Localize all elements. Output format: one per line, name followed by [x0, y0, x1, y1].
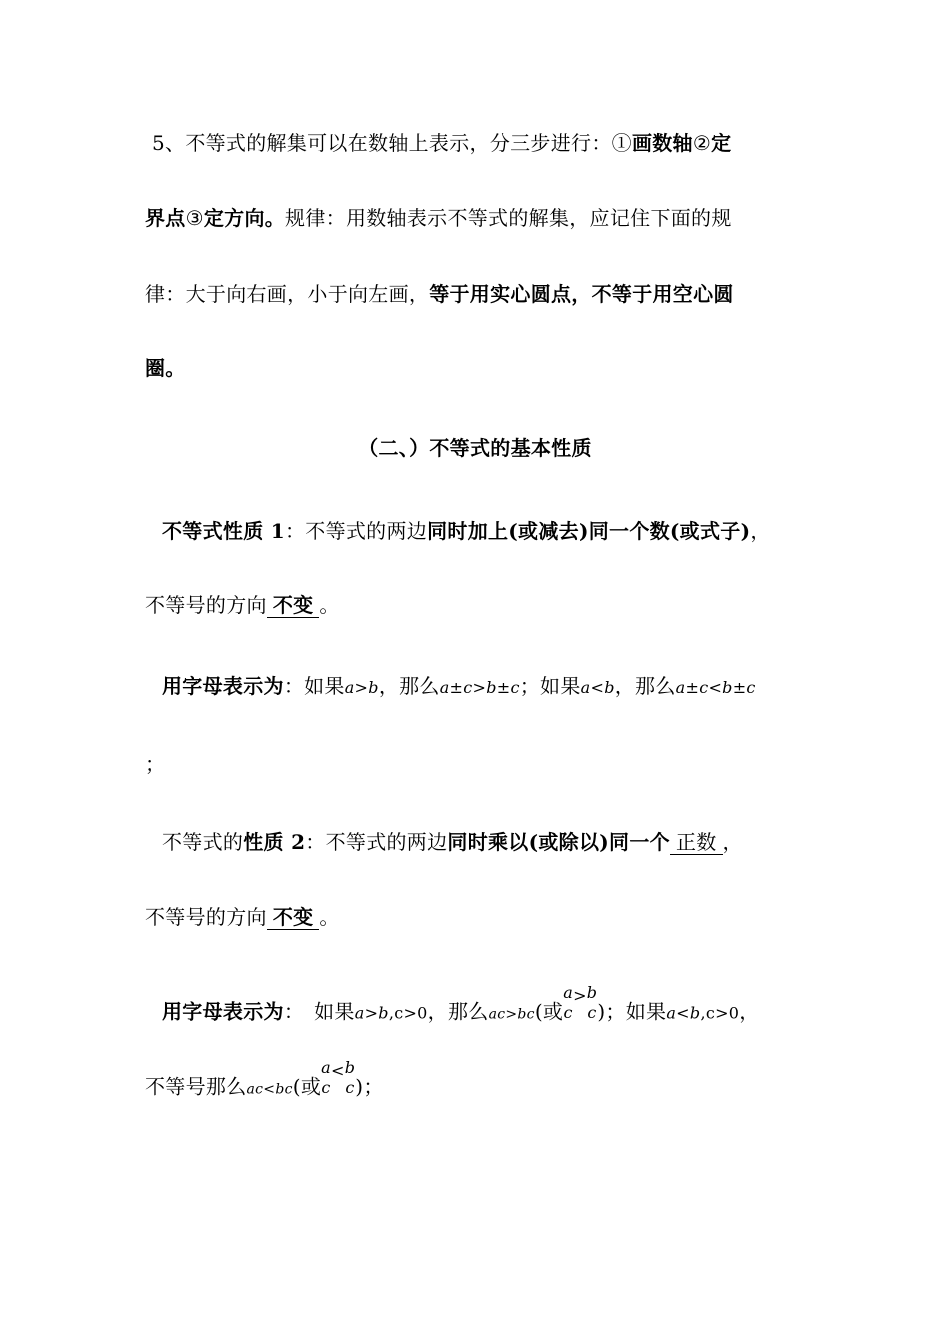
text: 不等号的方向 [145, 593, 267, 617]
bold-text: 定 [711, 131, 732, 155]
answer-blank: 不变 [267, 593, 320, 618]
bold-text: 画数轴 [631, 131, 693, 155]
property-2-letters-line-2 [145, 1058, 384, 1108]
bold-text: 同时乘以(或除以)同一个 [447, 830, 670, 854]
text: )；如果 [597, 999, 667, 1024]
text: (或 [292, 1074, 322, 1099]
text: 如果 [314, 999, 355, 1024]
bold-text: 定方向。 [203, 206, 286, 230]
fraction-numerator: b [344, 1058, 356, 1077]
fraction-denominator: c [587, 1003, 597, 1022]
text: ： [283, 999, 305, 1024]
bold-text: 性质 2 [243, 830, 306, 854]
paragraph-5-line-3 [145, 280, 734, 308]
math-expression: a>b [354, 1003, 389, 1023]
math-expression: a<b [580, 678, 615, 697]
bold-text: 等于用实心圆点，不等于用空心圆 [429, 282, 734, 306]
text: ， [722, 830, 743, 854]
bold-text: 界点 [145, 206, 186, 230]
text: 。 [319, 905, 340, 929]
math-expression: a±c>b±c [439, 678, 520, 697]
text: 规律：用数轴表示不等式的解集，应记住下面的规 [285, 206, 732, 230]
fraction-a-over-c [563, 983, 573, 1023]
text: 律：大于向右画，小于向左画， [145, 282, 430, 306]
bold-text: 圈。 [145, 356, 186, 380]
property-2-line-2 [145, 903, 340, 931]
fraction-denominator: c [563, 1003, 573, 1022]
property-1-line-2 [145, 591, 340, 619]
text: 5、不等式的解集可以在数轴上表示，分三步进行：① [152, 131, 632, 155]
text: ，那么 [378, 674, 440, 698]
text: 。 [319, 593, 340, 617]
text: ，那么 [614, 674, 676, 698]
answer-blank: 正数 [670, 830, 723, 855]
section-title: （二、）不等式的基本性质 [358, 436, 592, 460]
text: ：不等式的两边 [305, 830, 448, 854]
property-2-line-1 [162, 828, 743, 856]
math-expression: ,c>0 [700, 1003, 740, 1023]
math-expression: a±c<b±c [675, 678, 756, 697]
text: ，那么 [427, 999, 489, 1024]
fraction-numerator: a [563, 983, 574, 1002]
math-expression: ac>bc [488, 1006, 535, 1023]
answer-blank: 不变 [267, 905, 320, 930]
bold-text: 不等式性质 1 [162, 519, 285, 543]
property-1-letters-line [162, 672, 756, 702]
bold-text: 同时加上(或减去)同一个数(或式子) [427, 519, 751, 543]
bold-text: 用字母表示为 [162, 674, 284, 698]
property-1-letters-end: ； [145, 752, 166, 776]
bold-text: 用字母表示为 [162, 999, 284, 1024]
property-1-line-1 [162, 517, 771, 545]
math-expression: a>b [344, 678, 379, 697]
paragraph-5-line-4 [145, 354, 186, 382]
paragraph-5-line-2 [145, 204, 732, 232]
text: 不等号那么 [145, 1074, 247, 1099]
fraction-b-over-c [587, 983, 598, 1023]
math-expression: a<b [666, 1003, 701, 1023]
property-2-letters-line-1 [162, 983, 760, 1033]
text: ：不等式的两边 [284, 519, 428, 543]
fraction-denominator: c [345, 1078, 355, 1097]
math-expression: ac<bc [246, 1081, 293, 1098]
fraction-a-over-c [321, 1058, 331, 1098]
paragraph-5-line-1 [152, 129, 731, 157]
fraction-denominator: c [321, 1078, 331, 1097]
relation-symbol: > [573, 985, 587, 1005]
text: ， [750, 519, 771, 543]
math-expression: ,c>0 [388, 1003, 428, 1023]
fraction-numerator: b [586, 983, 598, 1002]
text: ， [739, 999, 760, 1024]
fraction-numerator: a [321, 1058, 331, 1077]
text: ② [692, 131, 712, 155]
text: ：如果 [283, 674, 345, 698]
text: ③ [185, 206, 204, 230]
text: (或 [534, 999, 564, 1024]
text: 不等式的 [162, 830, 244, 854]
text: )； [355, 1074, 384, 1099]
fraction-b-over-c [345, 1058, 356, 1098]
relation-symbol: < [330, 1060, 345, 1080]
text: 不等号的方向 [145, 905, 267, 929]
text: ；如果 [519, 674, 581, 698]
